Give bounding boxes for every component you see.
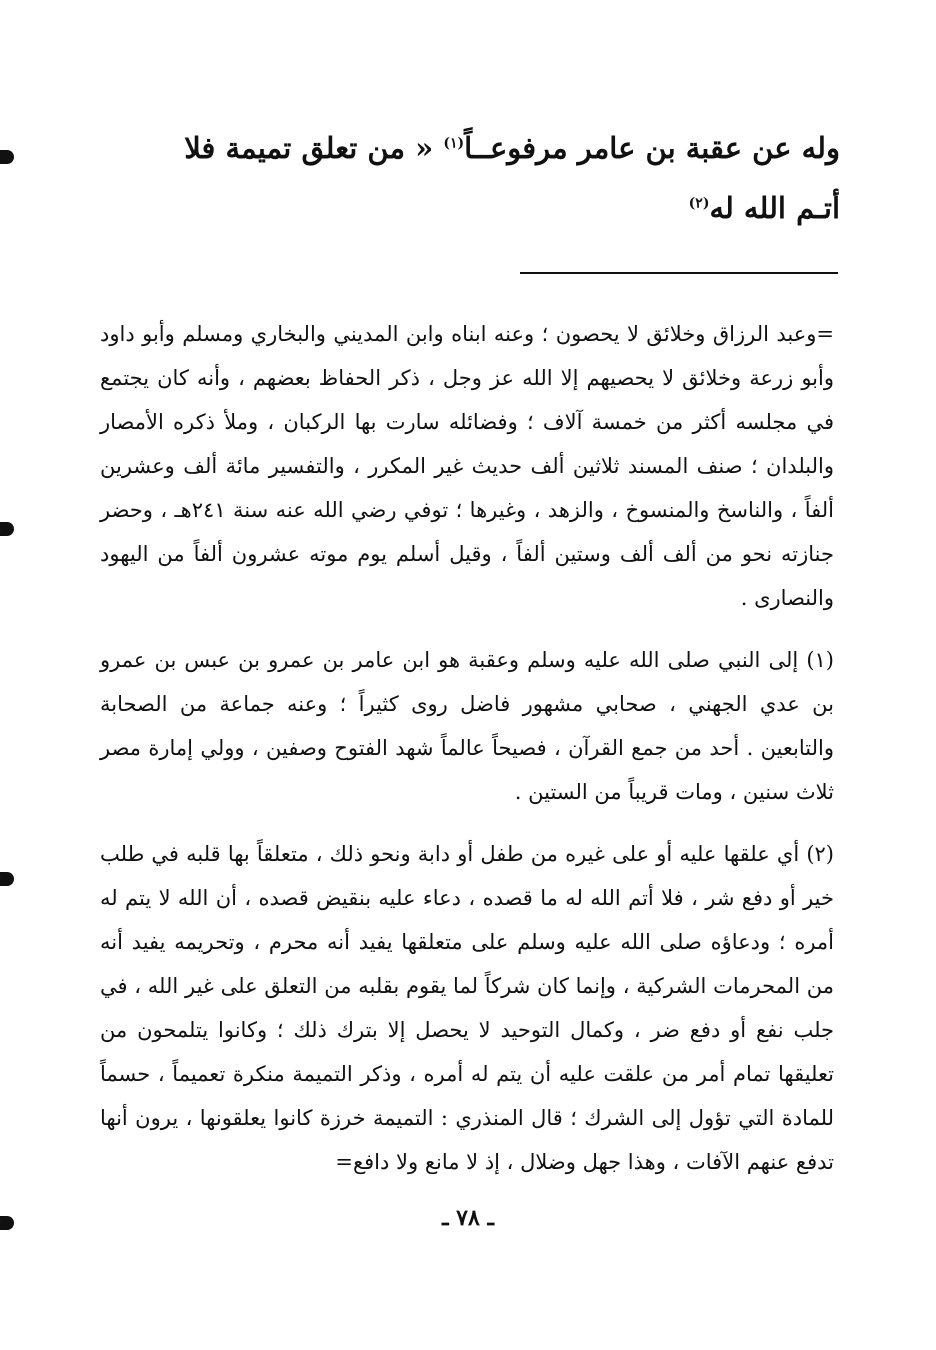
footnote-1: (١) إلى النبي صلى الله عليه وسلم وعقبة هو ابن عامر بن عمرو بن عبس بن عمرو بن عدي الجهني ، صحابي مشهور فاضل روى كثيراً ؛ وعنه جماعة من الصحابة والتابعين . أحد من جمع القرآن ، فصيحاً عالماً شهد الفتوح وصفين ، وولي إمارة مصر ثلاث سنين ، ومات قريباً من الستين . [100,648,834,804]
footnote-ref-2: (٢) [688,195,710,212]
footnote-ref-1: (١) [443,135,465,152]
scan-edge-mark [0,872,14,886]
scan-edge-mark [0,522,14,536]
footnote-2: (٢) أي علقها عليه أو على غيره من طفل أو دابة ونحو ذلك ، متعلقاً بها قلبه في طلب خير أو دفع شر ، فلا أتم الله له ما قصده ، دعاء عليه بنقيض قصده ، أن الله لا يتم له أمره ؛ ودعاؤه صلى الله عليه وسلم على متعلقها يفيد أنه محرم ، وتحريمه يفيد أنه من المحرمات الشركية ، وإنما كان شركاً لما يقوم بقلبه من التعلق على غير الله ، في جلب نفع أو دفع ضر ، وكمال التوحيد لا يحصل إلا بترك ذلك ؛ وكانوا يتلمحون من تعليقها تمام أمر من علقت عليه أن يتم له أمره ، وذكر التميمة منكرة تعميماً ، حسماً للمادة التي تؤول إلى الشرك ؛ قال المنذري : التميمة خرزة كانوا يعلقونها ، يرون أنها تدفع عنهم الآفات ، وهذا جهل وضلال ، إذ لا مانع ولا دافع= [100,842,834,1174]
footnotes [100,312,834,1184]
footnote-separator [520,272,838,274]
main-line1-text: وله عن عقبة بن عامر مرفوعــاً [464,131,840,165]
main-text [100,118,840,238]
scan-edge-mark [0,150,14,164]
main-line2-text: أتـم الله له [709,191,840,225]
footnote-continuation: =وعبد الرزاق وخلائق لا يحصون ؛ وعنه ابناه وابن المديني والبخاري ومسلم وأبو داود وأبو زرعة وخلائق لا يحصيهم إلا الله عز وجل ، ذكر الحفاظ بعضهم ، وأنه كان يجتمع في مجلسه أكثر من خمسة آلاف ؛ وفضائله سارت بها الركبان ، وملأ ذكره الأمصار والبلدان ؛ صنف المسند ثلاثين ألف حديث غير المكرر ، والتفسير مائة ألف وعشرين ألفاً ، والناسخ والمنسوخ ، والزهد ، وغيرها ؛ توفي رضي الله عنه سنة ٢٤١هـ ، وحضر جنازته نحو من ألف ألف وستين ألفاً ، وقيل أسلم يوم موته عشرون ألفاً من اليهود والنصارى . [100,322,834,610]
page-number: ـ ٧٨ ـ [442,1205,494,1231]
main-line1-quote: « من تعلق تميمة فلا [184,131,444,165]
